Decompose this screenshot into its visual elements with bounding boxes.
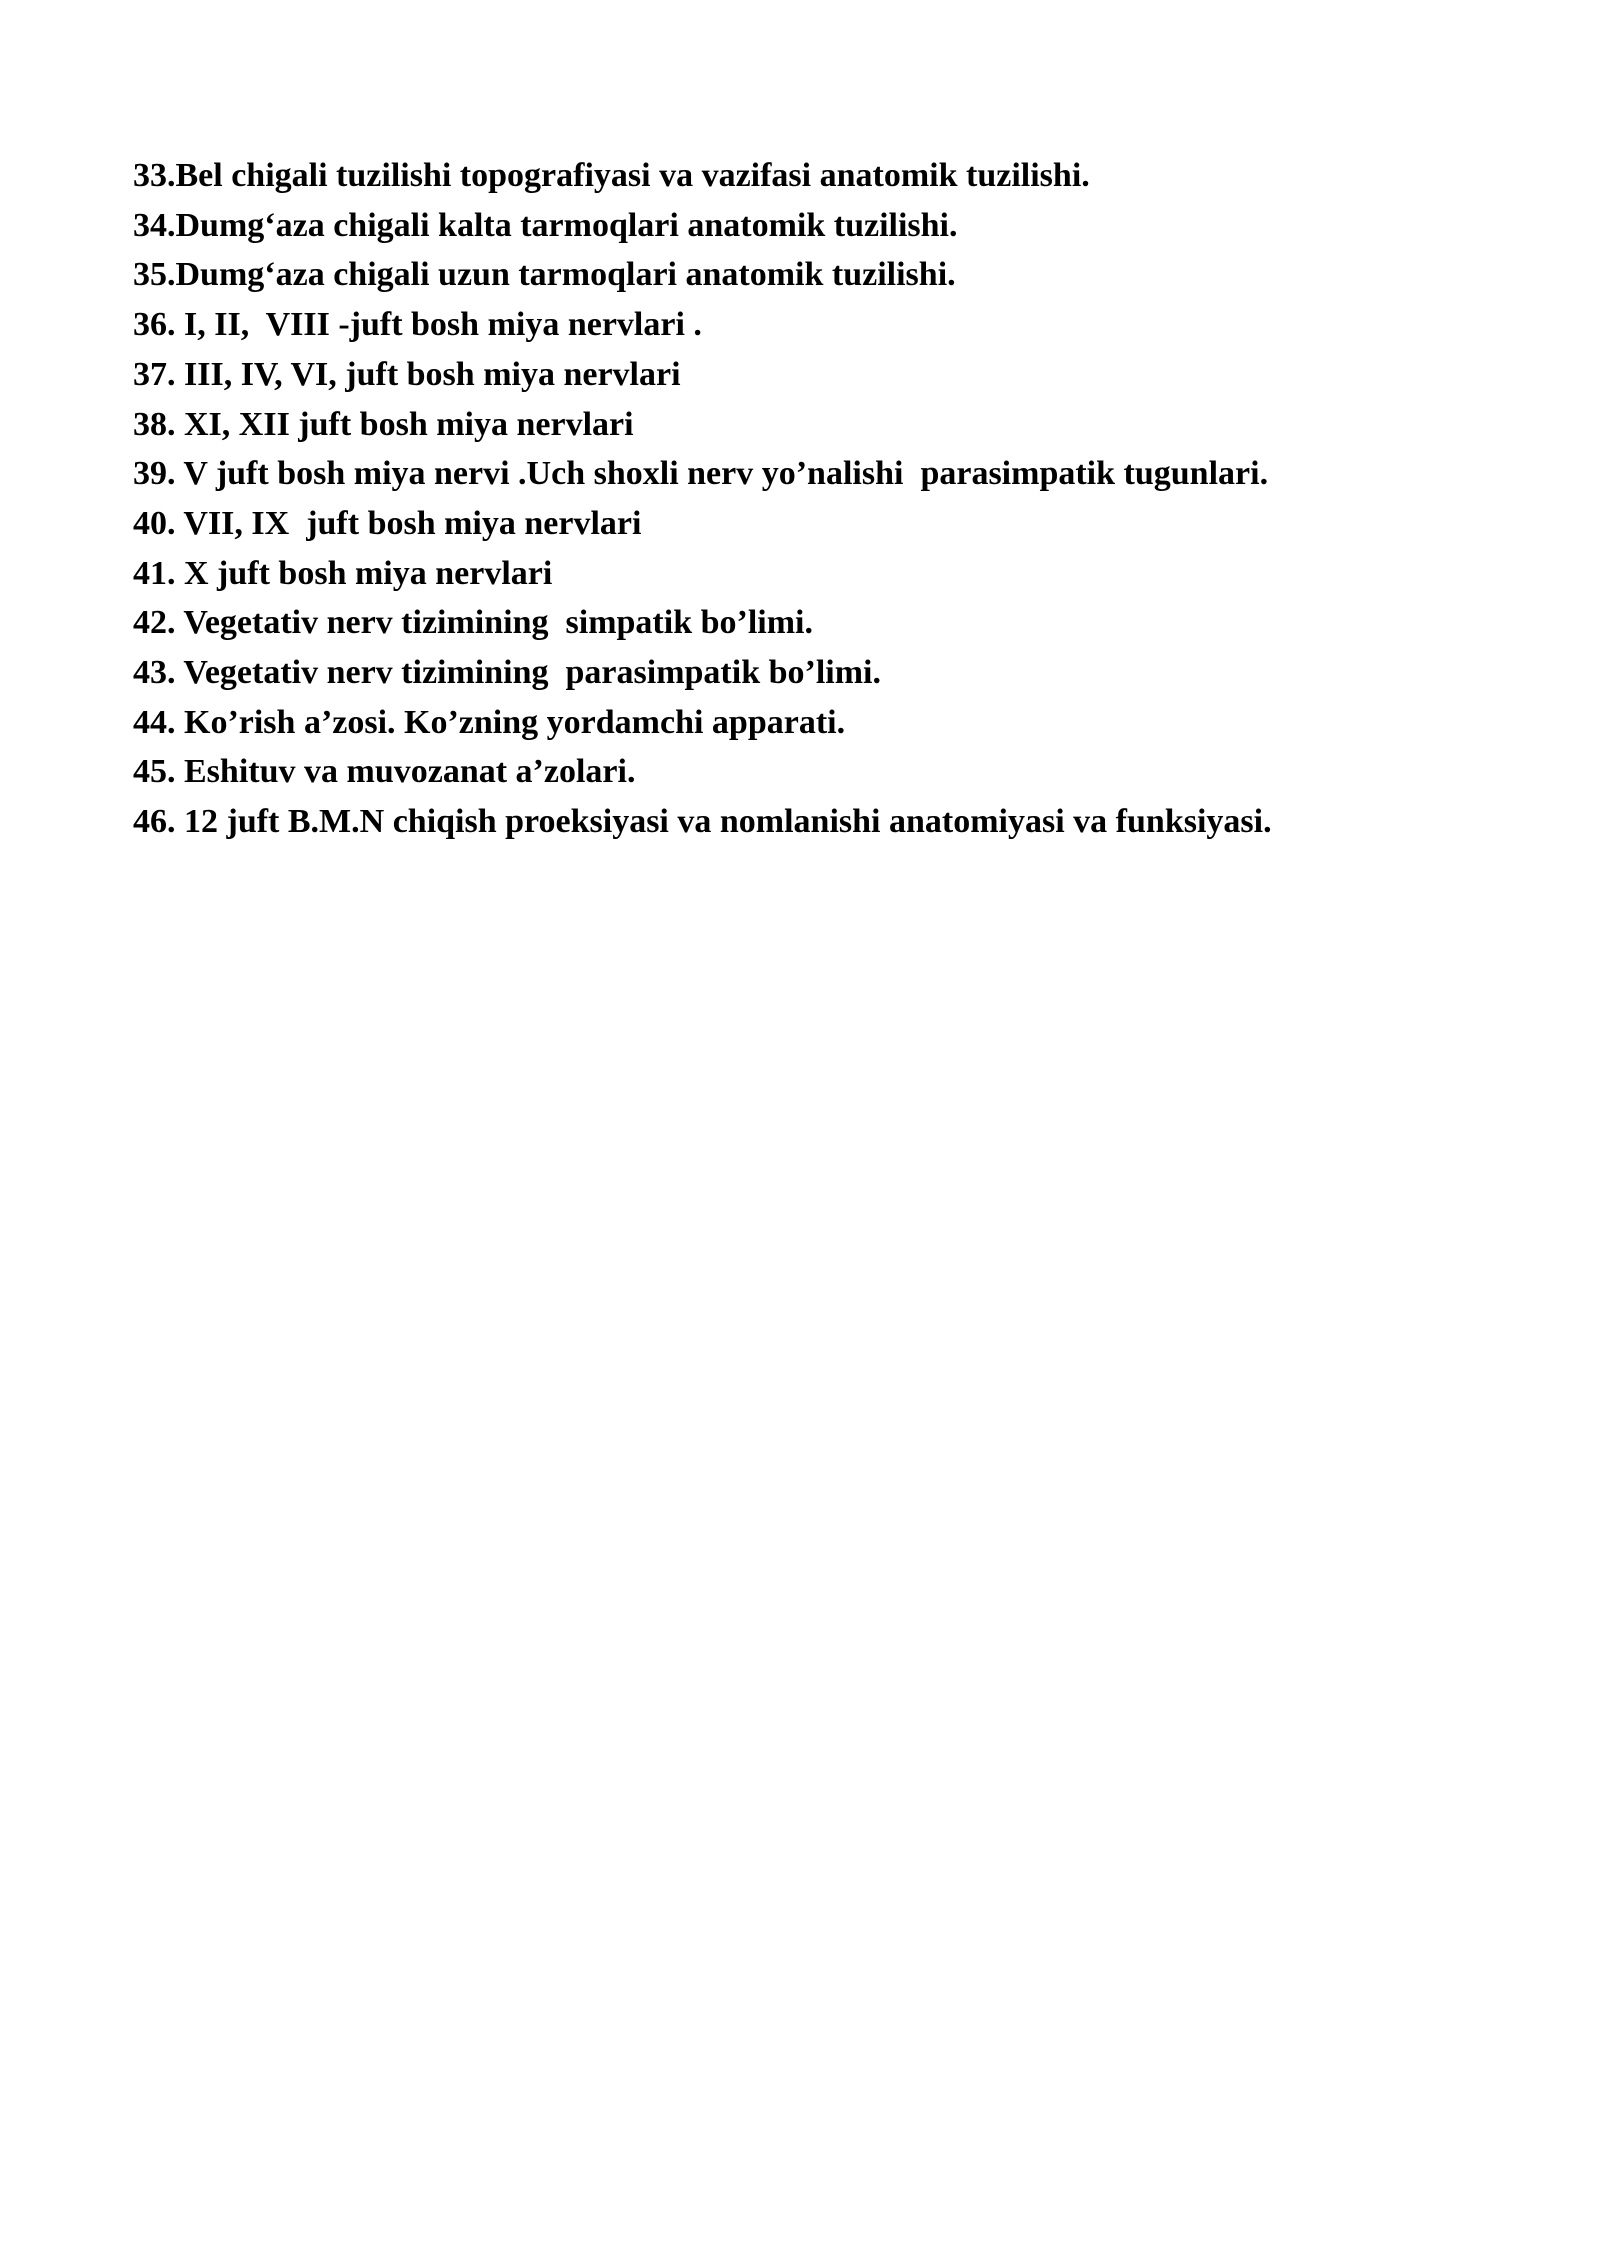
question-item-46: 46. 12 juft B.M.N chiqish proeksiyasi va nomlanishi anatomiyasi va funksiyasi. — [133, 803, 1272, 841]
question-item-35: 35.Dumg‘aza chigali uzun tarmoqlari anatomik tuzilishi. — [133, 256, 956, 294]
question-item-33: 33.Bel chigali tuzilishi topografiyasi va vazifasi anatomik tuzilishi. — [133, 157, 1090, 194]
question-item-44: 44. Ko’rish a’zosi. Ko’zning yordamchi apparati. — [133, 703, 846, 741]
question-item-42: 42. Vegetativ nerv tizimining simpatik bo’limi. — [133, 604, 813, 642]
question-item-45: 45. Eshituv va muvozanat a’zolari. — [133, 753, 636, 791]
question-item-43: 43. Vegetativ nerv tizimining parasimpatik bo’limi. — [133, 654, 881, 692]
question-item-34: 34.Dumg‘aza chigali kalta tarmoqlari anatomik tuzilishi. — [133, 206, 958, 244]
question-item-39: 39. V juft bosh miya nervi .Uch shoxli nerv yo’nalishi parasimpatik tugunlari. — [133, 455, 1269, 493]
question-item-38: 38. XI, XII juft bosh miya nervlari — [133, 405, 634, 443]
question-list — [133, 151, 1533, 847]
question-item-37: 37. III, IV, VI, juft bosh miya nervlari — [133, 355, 681, 393]
question-item-40: 40. VII, IX juft bosh miya nervlari — [133, 504, 642, 542]
question-item-36: 36. I, II, VIII -juft bosh miya nervlari . — [133, 306, 702, 344]
question-item-41: 41. X juft bosh miya nervlari — [133, 554, 553, 592]
